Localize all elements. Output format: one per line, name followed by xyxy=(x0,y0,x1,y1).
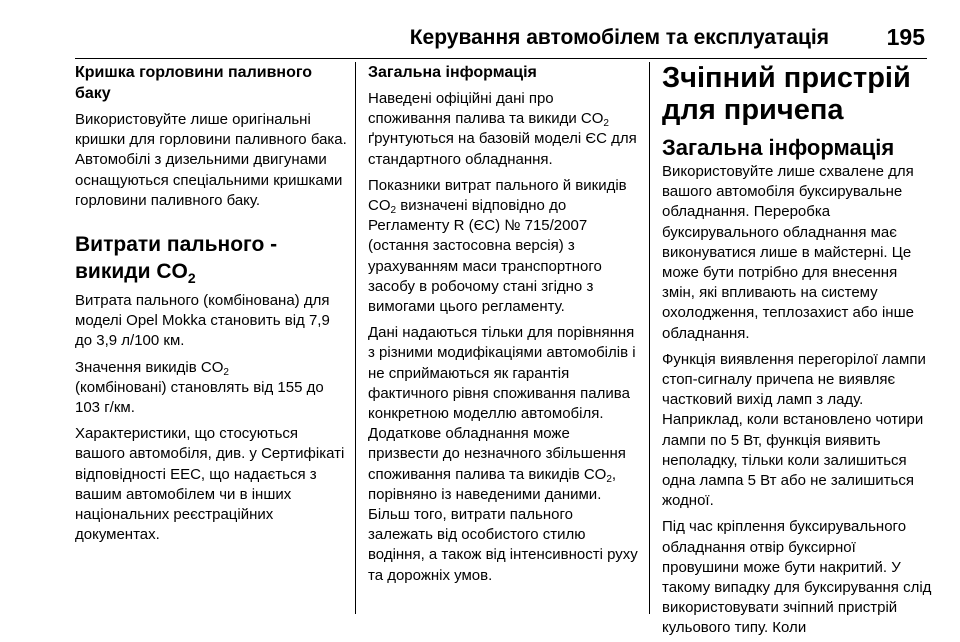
subscript-2: 2 xyxy=(187,270,196,287)
heading-fuel-consumption-line2: викиди CO xyxy=(75,260,188,284)
paragraph-characteristics: Характеристики, що стосуються вашого автомобіля, див. у Сертифікаті відповідності EEC, що надається з вашим автомобілем чи в інших національних реєстраційних документах. xyxy=(75,425,345,544)
page-number: 195 xyxy=(886,24,925,50)
paragraph-lamp-detection: Функція виявлення перегорілої лампи стоп-сигналу причепа не виявляє частковий вихід ламп з ладу. Наприклад, коли встановлено чотири лампи по 5 Вт, функція виявить неполадку, тільки коли залишиться одна лампа 5 Вт або не залишиться жодної. xyxy=(662,350,926,510)
heading-fuel-cap: Кришка горловини паливного баку xyxy=(75,64,313,102)
subscript-2: 2 xyxy=(223,366,229,378)
paragraph-official-data xyxy=(368,89,640,170)
page-header xyxy=(75,18,927,56)
emissions-text-b: (комбіновані) становлять від 155 до 103 г/км. xyxy=(75,378,324,417)
paragraph-consumption: Витрата пального (комбінована) для моделі Opel Mokka становить від 7,9 до 3,9 л/100 км. xyxy=(75,292,330,350)
column-right xyxy=(662,62,932,639)
heading-general-info: Загальна інформація xyxy=(368,64,537,81)
column-divider-2 xyxy=(649,62,650,614)
comparison-text-a: Дані надаються тільки для порівняння з різними модифікаціями автомобілів і не сприймаються як гарантія фактичного рівня споживання палива конкретною моделлю автомобіля. Додаткове обладнання може призвести до незначного збільшення споживання палива та викидів CO xyxy=(368,324,636,483)
heading-general-info-towing: Загальна інформація xyxy=(662,135,895,160)
paragraph-regulation xyxy=(368,176,640,317)
regulation-text-b: визначені відповідно до Регламенту R (ЄС) № 715/2007 (остання застосовна версія) з урахуванням маси транспортного засобу в робочому стані згідно з вимогами цього регламенту. xyxy=(368,197,602,316)
column-divider-1 xyxy=(355,62,356,614)
column-middle xyxy=(368,62,640,586)
emissions-text-a: Значення викидів CO xyxy=(75,358,224,376)
official-data-text-b: ґрунтуються на базовій моделі ЄС для стандартного обладнання. xyxy=(368,130,637,168)
heading-fuel-consumption xyxy=(75,231,347,285)
header-divider xyxy=(75,58,927,59)
column-left xyxy=(75,62,347,545)
paragraph-fuel-cap: Використовуйте лише оригінальні кришки для горловини паливного бака. Автомобілі з дизельними двигунами оснащуються спеціальними кришками горловини паливного баку. xyxy=(75,111,347,209)
regulation-text-a: Показники витрат пального й викидів CO xyxy=(368,176,627,215)
heading-fuel-consumption-line1: Витрати пального - xyxy=(75,233,278,257)
paragraph-emissions xyxy=(75,358,347,419)
paragraph-comparison xyxy=(368,323,640,586)
paragraph-towing-eye: Під час кріплення буксирувального обладнання отвір буксирної провушини може бути накритий. У такому випадку для буксирування слід використовувати зчіпний пристрій кульового типу. Коли xyxy=(662,518,932,637)
paragraph-approved-equipment: Використовуйте лише схвалене для вашого автомобіля буксирувальне обладнання. Переробка буксирувального обладнання має виконуватися лише в майстерні. Це може бути потрібно для внесення змін, які впливають на систему охолодження, теплозахист або інше обладнання. xyxy=(662,163,914,342)
heading-towing-device: Зчіпний пристрій для причепа xyxy=(662,62,911,126)
comparison-text-b: , порівняно із наведеними даними. Більш того, витрати пального залежать від особистого стилю водіння, а також від інтенсивності руху та дорожніх умов. xyxy=(368,465,638,584)
subscript-2: 2 xyxy=(606,473,612,485)
official-data-text-a: Наведені офіційні дані про споживання палива та викиди CO xyxy=(368,90,604,128)
running-header-title: Керування автомобілем та експлуатація xyxy=(409,26,829,49)
subscript-2: 2 xyxy=(390,205,397,217)
subscript-2: 2 xyxy=(603,118,609,130)
